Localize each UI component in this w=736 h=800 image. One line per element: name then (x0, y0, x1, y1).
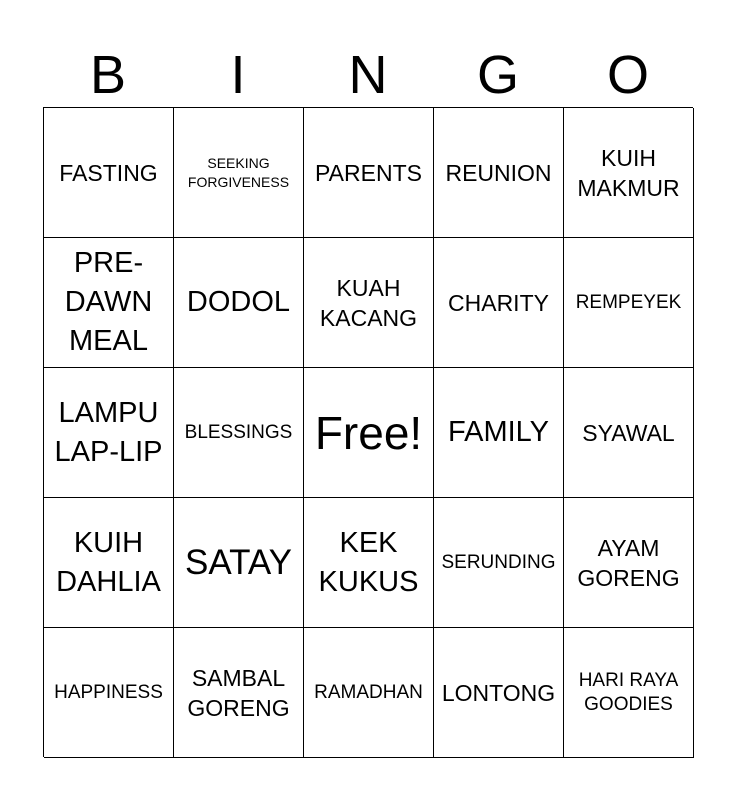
bingo-cell[interactable] (44, 498, 174, 628)
bingo-cell[interactable] (174, 498, 304, 628)
header-letter-b: B (89, 45, 127, 105)
cell-label: REUNION (445, 159, 552, 186)
cell-label: SERUNDING (441, 551, 556, 573)
cell-label: LONTONG (441, 679, 556, 706)
bingo-cell[interactable] (174, 108, 304, 238)
cell-label: FASTING (59, 159, 158, 186)
header-letter-o: O (606, 45, 649, 105)
bingo-cell[interactable] (564, 628, 694, 758)
bingo-cell[interactable] (564, 108, 694, 238)
bingo-cell[interactable] (304, 238, 434, 368)
cell-label: SEEKING FORGIVENESS (187, 154, 290, 190)
cell-label: SYAWAL (582, 419, 675, 446)
bingo-cell[interactable] (434, 628, 564, 758)
bingo-cell[interactable] (564, 238, 694, 368)
cell-label: LAMPU LAP-LIP (54, 396, 163, 468)
cell-label: REMPEYEK (575, 291, 682, 313)
cell-label: KUIH DAHLIA (56, 526, 161, 598)
bingo-cell[interactable] (44, 108, 174, 238)
cell-label: PARENTS (315, 159, 422, 186)
cell-label: KUAH KACANG (319, 274, 418, 331)
cell-label: CHARITY (448, 289, 549, 316)
bingo-board (43, 107, 693, 757)
bingo-cell[interactable] (304, 628, 434, 758)
bingo-cell[interactable] (434, 238, 564, 368)
cell-label: BLESSINGS (184, 421, 293, 443)
cell-label: RAMADHAN (314, 681, 423, 703)
cell-label: HAPPINESS (54, 681, 163, 703)
header-letter-g: G (476, 45, 519, 105)
bingo-cell[interactable] (434, 108, 564, 238)
free-space-cell[interactable] (304, 368, 434, 498)
cell-label: KUIH MAKMUR (577, 144, 680, 201)
bingo-cell[interactable] (44, 368, 174, 498)
bingo-cell[interactable] (44, 238, 174, 368)
bingo-header (43, 44, 693, 106)
cell-label: DODOL (186, 286, 291, 318)
cell-label: AYAM GORENG (577, 534, 680, 591)
free-space-label: Free! (314, 406, 423, 459)
bingo-cell[interactable] (174, 238, 304, 368)
bingo-cell[interactable] (304, 498, 434, 628)
bingo-cell[interactable] (434, 498, 564, 628)
header-letter-n: N (348, 45, 388, 105)
cell-label: HARI RAYA GOODIES (578, 669, 679, 715)
bingo-cell[interactable] (44, 628, 174, 758)
cell-label: KEK KUKUS (318, 526, 419, 598)
cell-label: PRE-DAWN MEAL (64, 247, 153, 357)
bingo-cell[interactable] (174, 628, 304, 758)
bingo-cell[interactable] (564, 498, 694, 628)
cell-label: SAMBAL GORENG (187, 664, 290, 721)
bingo-cell[interactable] (434, 368, 564, 498)
cell-label: SATAY (185, 542, 292, 582)
header-letter-i: I (230, 45, 246, 105)
bingo-cell[interactable] (174, 368, 304, 498)
bingo-cell[interactable] (304, 108, 434, 238)
bingo-cell[interactable] (564, 368, 694, 498)
cell-label: FAMILY (448, 416, 549, 448)
